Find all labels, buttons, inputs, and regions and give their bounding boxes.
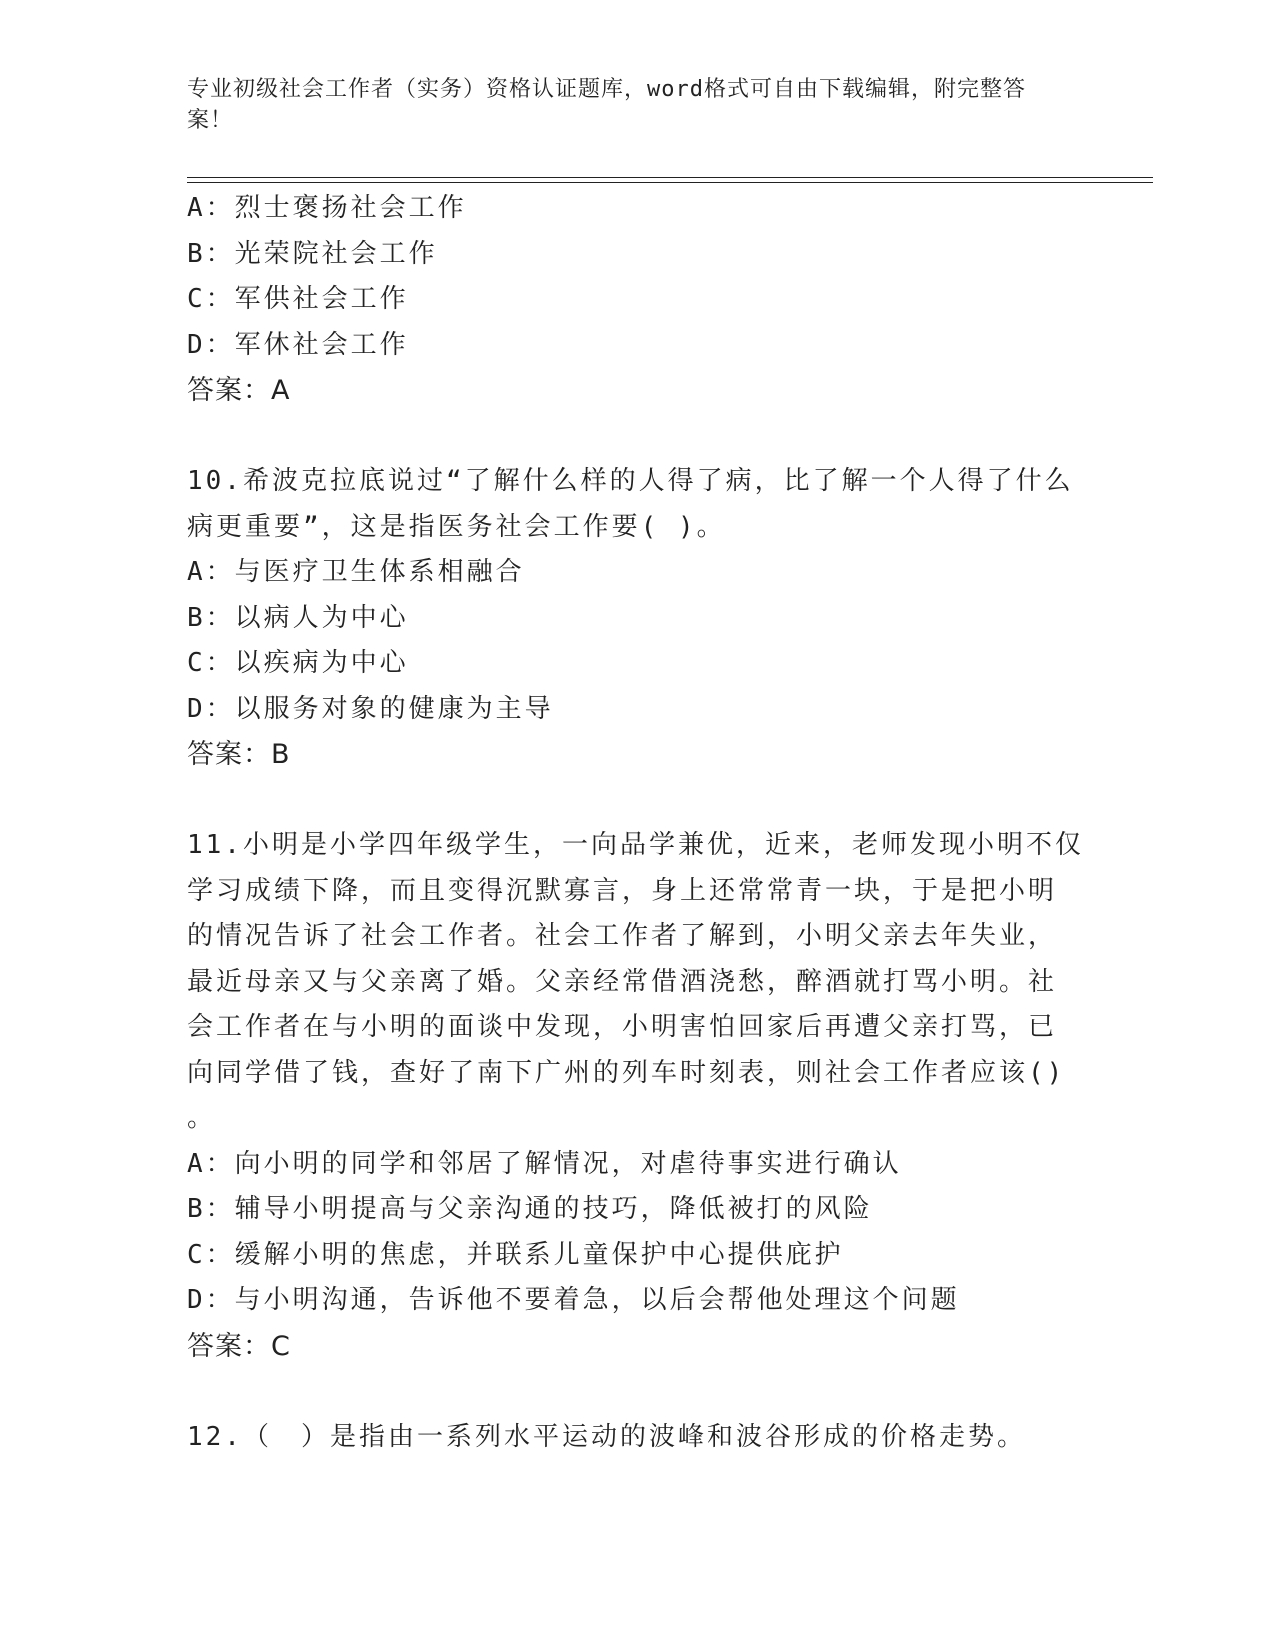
- option-a: A：烈士褒扬社会工作: [187, 193, 467, 223]
- option-d: D：与小明沟通，告诉他不要着急，以后会帮他处理这个问题: [187, 1285, 960, 1315]
- header-divider-bottom: [187, 182, 1153, 183]
- option-b: B：辅导小明提高与父亲沟通的技巧，降低被打的风险: [187, 1194, 873, 1224]
- question-stem-line: 向同学借了钱，查好了南下广州的列车时刻表，则社会工作者应该(): [187, 1057, 1066, 1088]
- header-divider-top: [187, 177, 1153, 178]
- option-b: B：以病人为中心: [187, 602, 409, 633]
- question-stem-line: 10.希波克拉底说过“了解什么样的人得了病，比了解一个人得了什么: [187, 466, 1074, 496]
- option-d: D：以服务对象的健康为主导: [187, 693, 554, 724]
- option-b: B：光荣院社会工作: [187, 238, 438, 269]
- question-stem-line: 病更重要”，这是指医务社会工作要( )。: [187, 511, 726, 542]
- option-c: C：军供社会工作: [187, 284, 409, 314]
- question-stem-line: 最近母亲又与父亲离了婚。父亲经常借酒浇愁，醉酒就打骂小明。社: [187, 966, 1058, 997]
- question-stem-line: 会工作者在与小明的面谈中发现，小明害怕回家后再遭父亲打骂，已: [187, 1012, 1058, 1042]
- answer-label: 答案：A: [187, 375, 291, 406]
- answer-label: 答案：C: [187, 1330, 291, 1362]
- question-block: [187, 186, 1087, 414]
- option-d: D：军休社会工作: [187, 329, 409, 360]
- question-stem-line: 学习成绩下降，而且变得沉默寡言，身上还常常青一块，于是把小明: [187, 875, 1058, 906]
- question-block: [187, 459, 1087, 778]
- answer-label: 答案：B: [187, 739, 291, 770]
- question-stem-line: 12.（ ）是指由一系列水平运动的波峰和波谷形成的价格走势。: [187, 1421, 1026, 1452]
- question-list: [187, 186, 1087, 1460]
- question-block: [187, 1415, 1087, 1461]
- option-a: A：与医疗卫生体系相融合: [187, 557, 525, 587]
- question-stem-line: 的情况告诉了社会工作者。社会工作者了解到，小明父亲去年失业，: [187, 921, 1058, 951]
- question-block: [187, 823, 1087, 1369]
- question-stem-line: 11.小明是小学四年级学生，一向品学兼优，近来，老师发现小明不仅: [187, 830, 1084, 860]
- option-c: C：缓解小明的焦虑，并联系儿童保护中心提供庇护: [187, 1239, 844, 1270]
- option-c: C：以疾病为中心: [187, 648, 409, 678]
- question-stem-line: 。: [187, 1103, 217, 1133]
- option-a: A：向小明的同学和邻居了解情况，对虐待事实进行确认: [187, 1148, 902, 1179]
- document-header: 专业初级社会工作者（实务）资格认证题库，word格式可自由下载编辑，附完整答案！: [187, 77, 1026, 133]
